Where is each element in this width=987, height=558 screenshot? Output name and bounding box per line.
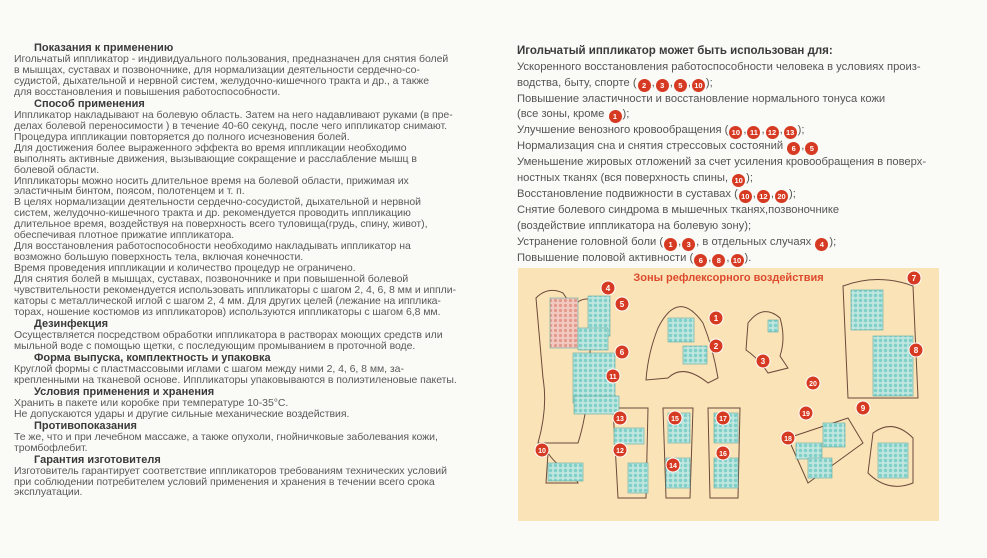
use-item: Уменьшение жировых отложений за счет усиления кровообращения в поверх- ностных тканях (вся поверхность спины, 10 ); [517,156,927,186]
zone-marker-label: 15 [671,416,679,423]
zone-marker-label: 12 [616,448,624,455]
applicator-pad [873,336,913,396]
zone-marker-label: 1 [713,314,719,323]
zone-marker-label: 13 [616,416,624,423]
zone-marker-label: 6 [619,348,625,357]
zone-marker-label: 5 [619,300,625,309]
zone-number-badge: 3 [682,238,695,251]
section-heading: Дезинфекция [34,317,109,330]
applicator-pad [808,458,832,478]
section-heading: Противопоказания [34,419,137,432]
section-text: Осуществляется посредством обработки иппликатора в растворах моющих средств или мыльной воде с помощью щетки, с последующим промыванием в проточной воде. [14,328,443,352]
zone-number-badge: 10 [732,174,745,187]
zone-marker-label: 14 [669,463,677,470]
zone-number-badge: 8 [712,254,725,267]
use-item: Устранение головной боли ( 1 , 3 , в отдельных случаях 4 ); [517,235,837,249]
applicator-pad [851,290,883,330]
zone-marker-label: 10 [538,448,546,455]
zone-number-badge: 11 [747,126,760,139]
zone-number-badge: 5 [805,142,818,155]
use-item: Повышение эластичности и восстановление нормального тонуса кожи (все зоны, кроме 1 ); [517,92,886,122]
applicator-pad [614,428,644,444]
section-text: Игольчатый иппликатор - индивидуального пользования, предназначен для снятия болей в мышцах, суставах и позвоночнике, для нормализации деятельности сердечно-со- судистой, дыхательной и нервной систем, желудочно-кишечного тракта и др., а также для восстановления и повышения работоспособности. [14,53,449,98]
zone-number-badge: 10 [731,254,744,267]
section-heading: Условия применения и хранения [34,385,215,398]
zone-marker-label: 18 [784,436,792,443]
section-text: Круглой формы с пластмассовыми иглами с шагом между ними 2, 4, 6, 8 мм, за- крепленными на тканевой основе. Иппликаторы упаковываются в полиэтиленовые пакеты. [14,362,457,386]
applicator-pad [548,463,583,481]
use-item: Улучшение венозного кровообращения ( 10 , 11 , 12 , 13 ); [517,124,805,138]
zone-number-badge: 3 [656,79,669,92]
zone-number-badge: 2 [638,79,651,92]
zone-marker-label: 3 [760,357,766,366]
applicator-pad [768,320,778,332]
applicator-pad [550,298,578,348]
zone-number-badge: 10 [729,126,742,139]
zone-number-badge: 1 [664,238,677,251]
zone-number-badge: 6 [694,254,707,267]
zone-number-badge: 6 [787,142,800,155]
applicator-pad [823,423,845,447]
section-heading: Показания к применению [34,42,174,54]
applicator-pad [878,443,908,478]
zone-marker-label: 2 [713,342,719,351]
zone-marker-label: 17 [719,416,727,423]
zone-marker-label: 11 [609,374,617,381]
applicator-pad [796,443,822,459]
zone-number-badge: 20 [775,190,788,203]
section-heading: Гарантия изготовителя [34,453,161,466]
applicator-pad [668,318,694,342]
applicator-pad [683,346,707,364]
applicator-pad [628,463,648,493]
instructions-column [14,42,492,498]
reflex-zones-figure [518,268,939,521]
zone-marker-label: 20 [809,381,817,388]
applicator-pad [714,458,738,488]
section-heading: Способ применения [34,97,145,110]
section-text: Хранить в пакете или коробке при температуре 10-35°С. Не допускаются удары и другие сильные механические воздействия. [14,396,350,420]
use-item: Ускоренного восстановления работоспособности человека в условиях произ- водства, быту, спорте ( 2 , 3 , 5 , 10 ); [517,61,921,90]
applicator-pad [574,396,619,414]
section-heading: Форма выпуска, комплектность и упаковка [34,351,271,364]
zone-number-badge: 1 [609,110,622,123]
use-item: Восстановление подвижности в суставах ( 10 , 12 , 20 ); [517,188,796,202]
zone-marker-label: 4 [605,284,611,293]
zone-number-badge: 5 [674,79,687,92]
zone-number-badge: 10 [739,190,752,203]
section-text: Иппликатор накладывают на болевую область. Затем на него надавливают руками (в пре- делах болевой переносимости ) в течение 40-60 секунд, после чего иппликатор снимают. Процедура иппликации повторяется до полного исчезновения болей. Для достижения более выраженного эффекта во время иппликации необходимо выполнять активные движения, вызывающие сокращение и расслабление мышц в болевой области. Иппликаторы можно носить длительное время на болевой области, прижимая их эластичным бинтом, поясом, полотенцем и т. п. В целях нормализации деятельности сердечно-сосудистой, дыхательной и нервной систем, желудочно-кишечного тракта и др. рекомендуется проводить иппликацию длительное время, воздействуя на поверхность всего туловища(грудь, спину, живот), обеспечивая плотное прижатие иппликатора. Для восстановления работоспособности необходимо накладывать иппликатор на возможно большую поверхность тела, включая конечности. Время проведения иппликации и количество процедур не ограничено. Для снятия болей в мышцах, суставах, позвоночнике и при повышенной болевой чувствительности рекомендуется использовать иппликаторы с шагом 2, 4, 6, 8 мм и иппли- каторы с металлической иглой с шагом 2, 4 мм. Для других целей (лежание на иппликa- торах, ношение костюмов из иппликаторов) используются иппликаторы с шагом 6,8 мм. [14,108,456,318]
section-text: Изготовитель гарантирует соответствие иппликаторов требованиям технических условий при соблюдении потребителем условий применения и хранения в течении всего срока эксплуатации. [14,464,447,499]
use-item: Нормализация сна и снятия стрессовых состояний 6 , 5 [517,139,947,155]
uses-column [517,44,947,267]
zone-number-badge: 13 [784,126,797,139]
zone-marker-label: 7 [911,274,917,283]
section-text: Те же, что и при лечебном массаже, а также опухоли, гнойничковые заболевания кожи, тромбофлебит. [14,430,438,454]
zone-marker-label: 16 [719,451,727,458]
zone-number-badge: 12 [757,190,770,203]
use-item: Снятие болевого синдрома в мышечных тканях,позвоночнике (воздействие иппликатора на болевую зону); [517,204,840,232]
uses-title: Игольчатый иппликатор может быть использован для: [517,45,833,57]
zone-number-badge: 10 [692,79,705,92]
zone-marker-label: 8 [913,346,919,355]
zones-title: Зоны рефлексорного воздействия [633,272,824,284]
zone-number-badge: 12 [766,126,779,139]
body-zones-illustration [518,268,939,521]
zone-number-badge: 4 [815,238,828,251]
uses-list [517,60,947,267]
zone-marker-label: 19 [802,411,810,418]
use-item: Повышение половой активности ( 6 , 8 , 10 ). [517,251,752,265]
zone-marker-label: 9 [860,404,866,413]
applicator-pad [578,328,608,350]
